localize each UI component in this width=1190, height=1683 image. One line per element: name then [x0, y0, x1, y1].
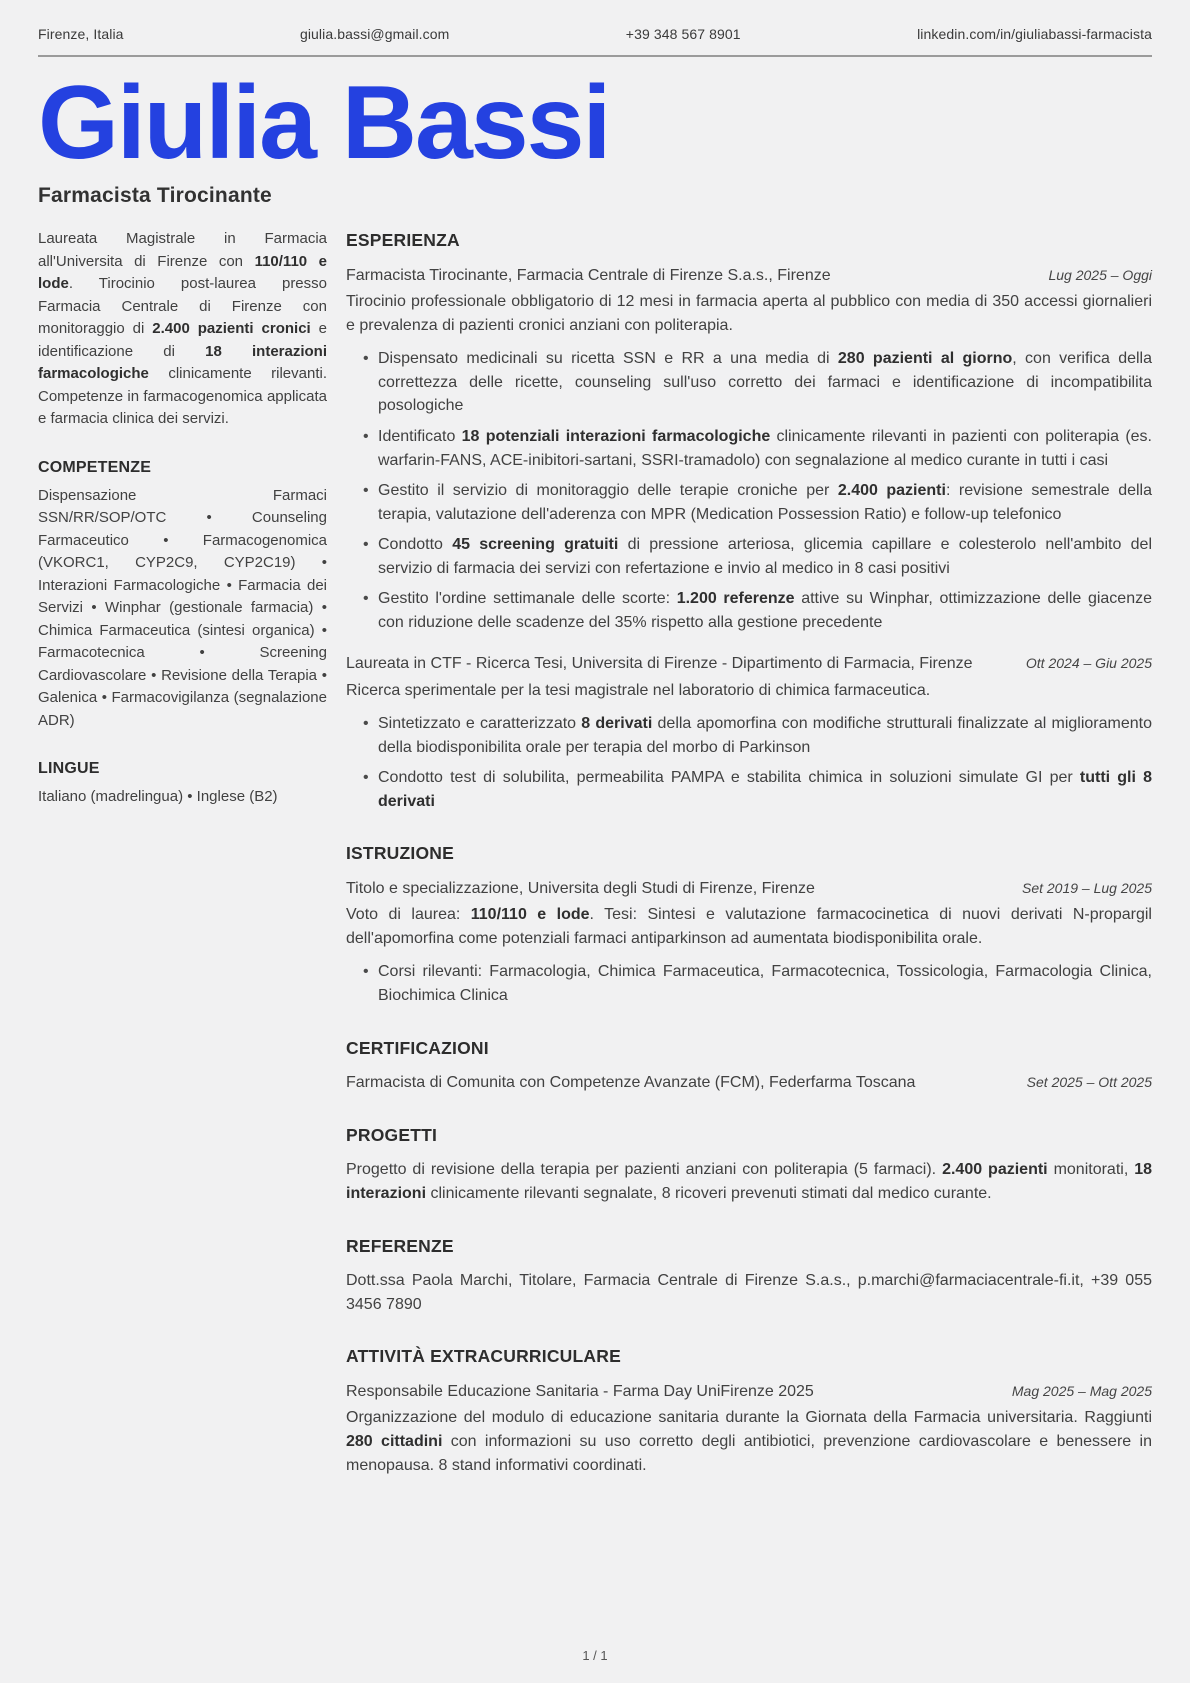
section-heading: ISTRUZIONE — [346, 843, 454, 864]
entry-date: Mag 2025 – Mag 2025 — [1011, 1382, 1152, 1399]
bullet-item: • Condotto test di solubilita, permeabilita PAMPA e stabilita chimica in soluzioni simulate GI per tutti gli 8 derivati — [363, 766, 1152, 813]
cv-section — [346, 1123, 1152, 1206]
entry-bullets — [346, 960, 1152, 1007]
cv-section — [346, 228, 1152, 813]
entry-date: Ott 2024 – Giu 2025 — [1025, 655, 1152, 672]
entry-title: Farmacista di Comunita con Competenze Avanzate (FCM), Federfarma Toscana — [346, 1074, 916, 1092]
cv-section — [346, 1344, 1152, 1477]
bullet-item: • Identificato 18 potenziali interazioni farmacologiche clinicamente rilevanti in pazienti con politerapia (es. warfarin-FANS, ACE-inibitori-sartani, SSRI-tramadolo) con segnalazione al medico curante in tutti i casi — [363, 425, 1152, 472]
cv-entry — [346, 1158, 1152, 1205]
section-heading: ATTIVITÀ EXTRACURRICULARE — [346, 1346, 621, 1367]
entry-description: Organizzazione del modulo di educazione sanitaria durante la Giornata della Farmacia universitaria. Raggiunti 280 cittadini con informazioni su uso corretto degli antibiotici, prevenzione cardiovascolare e benessere in menopausa. 8 stand informativi coordinati. — [346, 1409, 1152, 1474]
section-entries — [346, 1269, 1152, 1316]
sidebar — [38, 228, 327, 1477]
section-entries — [346, 264, 1152, 813]
sidebar-section-heading: LINGUE — [38, 760, 100, 778]
contact-location: Firenze, Italia — [38, 26, 124, 42]
cv-entry — [346, 264, 1152, 634]
entry-date: Set 2025 – Ott 2025 — [1026, 1074, 1152, 1091]
contact-linkedin: linkedin.com/in/giuliabassi-farmacista — [917, 26, 1152, 42]
contact-bar — [38, 26, 1152, 42]
profile-summary: Laureata Magistrale in Farmacia all'Universita di Firenze con 110/110 e lode. Tirocinio post-laurea presso Farmacia Centrale di Firenze con monitoraggio di 2.400 pazienti cronici e identificazione di 18 interazioni farmacologiche clinicamente rilevanti. Competenze in farmacogenomica applicata e farmacia clinica dei servizi. — [38, 230, 328, 428]
cv-sections — [346, 228, 1152, 1477]
sidebar-section-body: Italiano (madrelingua) • Inglese (B2) — [38, 788, 278, 806]
bullet-item: • Corsi rilevanti: Farmacologia, Chimica Farmaceutica, Farmacotecnica, Tossicologia, Farmacologia Clinica, Biochimica Clinica — [363, 960, 1152, 1007]
section-heading: ESPERIENZA — [346, 230, 460, 251]
entry-title: Titolo e specializzazione, Universita degli Studi di Firenze, Firenze — [346, 879, 815, 897]
section-entries — [346, 1380, 1152, 1477]
entry-bullets — [346, 712, 1152, 813]
bullet-item: • Dispensato medicinali su ricetta SSN e RR a una media di 280 pazienti al giorno, con verifica della correttezza delle ricette, counseling sull'uso corretto dei farmaci e identificazione di incompatibilita posologiche — [363, 347, 1152, 418]
bullet-item: • Condotto 45 screening gratuiti di pressione arteriosa, glicemia capillare e colesterolo nell'ambito del servizio di farmacia dei servizi con refertazione e invio al medico in 8 casi positivi — [363, 533, 1152, 580]
entry-header — [346, 652, 1152, 676]
entry-description: Dott.ssa Paola Marchi, Titolare, Farmacia Centrale di Firenze S.a.s., p.marchi@farmaciacentrale-fi.it, +39 055 3456 7890 — [346, 1272, 1152, 1313]
entry-header — [346, 1071, 1152, 1095]
sidebar-section — [38, 757, 327, 809]
page-number: 1 / 1 — [582, 1648, 608, 1663]
section-heading: CERTIFICAZIONI — [346, 1037, 489, 1058]
content-columns — [38, 228, 1152, 1477]
cv-entry — [346, 1269, 1152, 1316]
entry-date: Set 2019 – Lug 2025 — [1021, 879, 1152, 896]
cv-section — [346, 841, 1152, 1007]
cv-section — [346, 1234, 1152, 1317]
bullet-item: • Gestito il servizio di monitoraggio delle terapie croniche per 2.400 pazienti: revisione semestrale della terapia, valutazione dell'aderenza con MPR (Medication Possession Ratio) e follow-up telefonico — [363, 479, 1152, 526]
candidate-name: Giulia Bassi — [38, 65, 610, 181]
main-content — [346, 228, 1152, 1477]
cv-entry — [346, 1380, 1152, 1477]
entry-title: Laureata in CTF - Ricerca Tesi, Universita di Firenze - Dipartimento di Farmacia, Firenze — [346, 655, 973, 673]
section-entries — [346, 877, 1152, 1008]
cv-entry — [346, 1071, 1152, 1095]
entry-title: Responsabile Educazione Sanitaria - Farma Day UniFirenze 2025 — [346, 1382, 814, 1400]
cv-entry — [346, 877, 1152, 1008]
entry-header — [346, 264, 1152, 288]
entry-header — [346, 1380, 1152, 1404]
candidate-job-title: Farmacista Tirocinante — [38, 184, 272, 208]
entry-title: Farmacista Tirocinante, Farmacia Centrale di Firenze S.a.s., Firenze — [346, 266, 831, 284]
section-heading: REFERENZE — [346, 1235, 454, 1256]
entry-description: Ricerca sperimentale per la tesi magistrale nel laboratorio di chimica farmaceutica. — [346, 681, 931, 699]
entry-description: Progetto di revisione della terapia per pazienti anziani con politerapia (5 farmaci). 2.400 pazienti monitorati, 18 interazioni clinicamente rilevanti segnalate, 8 ricoveri prevenuti stimati dal medico curante. — [346, 1161, 1153, 1202]
bullet-item: • Sintetizzato e caratterizzato 8 derivati della apomorfina con modifiche strutturali finalizzate al miglioramento della biodisponibilita orale per terapia del morbo di Parkinson — [363, 712, 1152, 759]
sidebar-section-body: Dispensazione Farmaci SSN/RR/SOP/OTC • Counseling Farmaceutico • Farmacogenomica (VKORC1, CYP2C9, CYP2C19) • Interazioni Farmacologiche • Farmacia dei Servizi • Winphar (gestionale farmacia) • Chimica Farmaceutica (sintesi organica) • Farmacotecnica • Screening Cardiovascolare • Revisione della Terapia • Galenica • Farmacovigilanza (segnalazione ADR) — [38, 486, 327, 729]
section-entries — [346, 1071, 1152, 1095]
section-heading: PROGETTI — [346, 1124, 438, 1145]
entry-description: Tirocinio professionale obbligatorio di 12 mesi in farmacia aperta al pubblico con media di 350 accessi giornalieri e prevalenza di pazienti cronici anziani con politerapia. — [346, 293, 1152, 334]
header-divider — [38, 55, 1152, 57]
cv-section — [346, 1036, 1152, 1095]
entry-header — [346, 877, 1152, 901]
cv-entry — [346, 652, 1152, 813]
contact-phone: +39 348 567 8901 — [625, 26, 741, 42]
bullet-item: • Gestito l'ordine settimanale delle scorte: 1.200 referenze attive su Winphar, ottimizzazione delle giacenze con riduzione delle scadenze del 35% rispetto alla gestione precedente — [363, 587, 1152, 634]
entry-bullets — [346, 347, 1152, 634]
sidebar-sections — [38, 456, 327, 809]
sidebar-section — [38, 456, 327, 733]
sidebar-section-heading: COMPETENZE — [38, 458, 152, 476]
entry-date: Lug 2025 – Oggi — [1048, 266, 1152, 283]
contact-email: giulia.bassi@gmail.com — [299, 26, 450, 42]
entry-description: Voto di laurea: 110/110 e lode. Tesi: Sintesi e valutazione farmacocinetica di nuovi derivati N-propargil dell'apomorfina come potenziali farmaci antiparkinson ad aumentata biodisponibilita orale. — [346, 906, 1152, 947]
section-entries — [346, 1158, 1152, 1205]
